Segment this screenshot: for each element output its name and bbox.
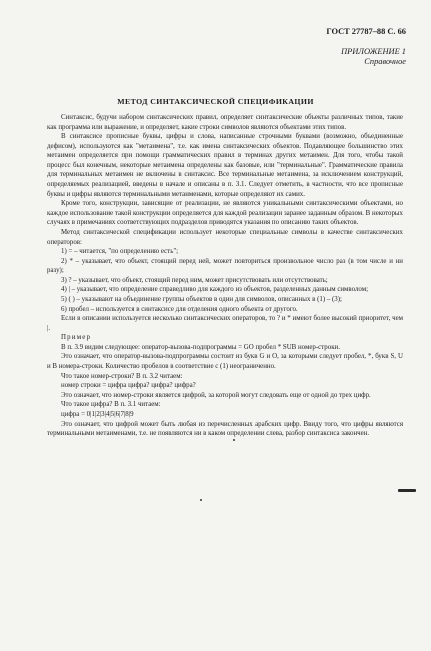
paragraph: В п. 3.9 видим следующее: оператор-вызова-подпрограммы = GO пробел * SUB номер-строки. xyxy=(61,343,340,351)
paragraph: Это означает, что цифрой может быть любая из перечисленных арабских цифр. Ввиду того, что цифры являются терминальными метаименами, т.е. не появляются ни в каком определении слева, разбор синтаксиса закончен. xyxy=(47,420,403,438)
paragraph: Это означает, что номер-строки является цифрой, за которой могут следовать еще от одной до трех цифр. xyxy=(61,391,371,399)
example-heading: Пример xyxy=(61,334,92,342)
operator-item: 4) | – указывает, что определение справедливо для каждого из объектов, разделенных данным символом; xyxy=(61,286,369,294)
paragraph: Что такое номер-строки? В п. 3.2 читаем: xyxy=(61,372,183,380)
operator-item: 3) ? – указывает, что объект, стоящий перед ним, может присутствовать или отсутствовать; xyxy=(61,276,328,284)
paragraph: В синтаксисе прописные буквы, цифры и слова, написанные строчными буквами (возможно, объединенные дефисом), используются как "метаимена", т.е. как имена синтаксических объектов. Подавляющее большинство этих метаимен определяется при помощи грамматических правил в терминах других метаимен. Для того, чтобы такой процесс был конечным, некоторые метаимена определены как базовые, или "терминальные". Грамматические правила для терминальных метаимен не включены в синтаксис. Все терминальные метаимена, за исключением конструкций, определяемых реализацией, введены в начале и описаны в п. 3.1. Следует отметить, в частности, что все прописные буквы и цифры являются терминальными метаименами, которые определяют их самих. xyxy=(47,133,403,198)
operator-item: 2) * – указывает, что объект, стоящий перед ней, может повториться произвольное число раз (в том числе и ни разу); xyxy=(47,257,403,275)
scan-speck xyxy=(233,439,235,441)
paragraph: Это означает, что оператор-вызова-подпрограммы состоит из букв G и O, за которыми следует пробел, *, букв S, U и B номера-строки. Количество пробелов в соответствие с (1) неограниченно. xyxy=(47,353,403,371)
paragraph: Если в описании используется несколько синтаксических операторов, то ? и * имеют более высокий приоритет, чем |. xyxy=(47,315,403,332)
reference-label: Справочное xyxy=(364,57,406,66)
paragraph: Кроме того, конструкции, зависящие от реализации, не являются уникальными синтаксическими объектами, но каждое использование такой конструкции определяется для каждой реализации заранее заданным образом. В некоторых случаях в примечаниях соответствующих подразделов приводятся указания по описанию таких объектов. xyxy=(47,200,403,227)
paragraph: Метод синтаксической спецификации использует некоторые специальные символы в качестве синтаксических операторов: xyxy=(47,228,403,246)
paragraph: Что такое цифра? В п. 3.1 читаем: xyxy=(61,401,161,409)
operator-item: 5) ( ) – указывают на объединение группы объектов в один для символов, описанных в (1) – (3); xyxy=(61,295,342,303)
section-title: МЕТОД СИНТАКСИЧЕСКОЙ СПЕЦИФИКАЦИИ xyxy=(117,97,314,106)
scan-speck xyxy=(200,499,202,501)
document-body xyxy=(47,113,403,439)
syntax-rule: номер строки = цифра цифра? цифра? цифра? xyxy=(61,382,196,390)
paragraph: Синтаксис, будучи набором синтаксических правил, определяет синтаксические объекты различных типов, такие как программа или выражение, и определяет, какие строки символов являются объектами этих типов. xyxy=(47,114,403,131)
margin-mark xyxy=(398,489,416,492)
standard-number: ГОСТ 27787–88 С. 66 xyxy=(326,27,406,36)
operator-item: 6) пробел – используется в синтаксисе для отделения одного объекта от другого. xyxy=(61,305,298,313)
appendix-label: ПРИЛОЖЕНИЕ 1 xyxy=(341,47,406,56)
syntax-rule: цифра = 0|1|2|3|4|5|6|7|8|9 xyxy=(61,410,134,418)
operator-item: 1) = – читается, "по определению есть"; xyxy=(61,248,179,256)
